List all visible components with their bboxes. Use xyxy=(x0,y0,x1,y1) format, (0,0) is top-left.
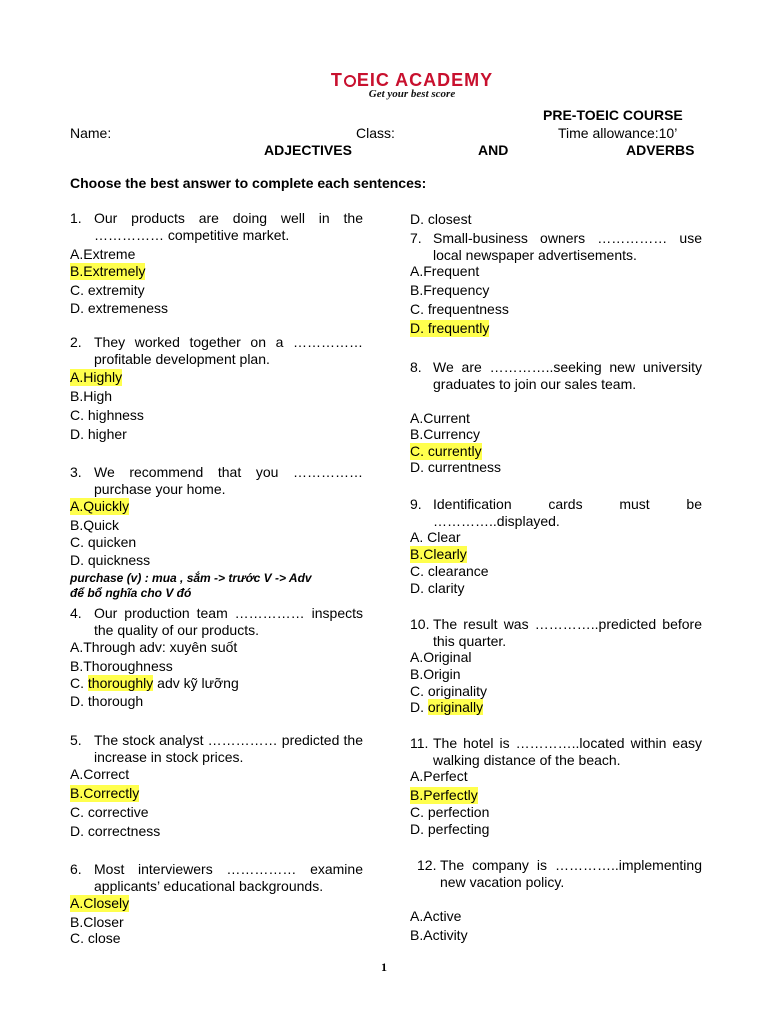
question-text: We are …………..seeking new university graduates to join our sales team. xyxy=(433,359,702,392)
question-10 xyxy=(410,616,702,652)
option: B.Frequency xyxy=(410,282,490,298)
question-number: 8. xyxy=(410,359,422,375)
question-number: 6. xyxy=(70,861,82,877)
option: C. close xyxy=(70,930,121,946)
option: D. clarity xyxy=(410,580,465,596)
title-word: ADJECTIVES xyxy=(264,142,352,158)
question-text: Identification cards must be …………..displayed. xyxy=(433,496,702,529)
option: D. currentness xyxy=(410,459,502,475)
option: A.Extreme xyxy=(70,246,136,262)
option: C. frequentness xyxy=(410,301,509,317)
question-3 xyxy=(70,464,363,500)
grammar-note: purchase (v) : mua , sắm -> trước V -> Adv xyxy=(70,571,312,585)
question-7 xyxy=(410,230,702,266)
option: D. quickness xyxy=(70,552,151,568)
question-2 xyxy=(70,334,363,370)
option: D. higher xyxy=(70,426,127,442)
option-correct: D. frequently xyxy=(410,320,490,336)
option: B.Thoroughness xyxy=(70,658,173,674)
question-9 xyxy=(410,496,702,532)
option-correct: C. currently xyxy=(410,443,482,459)
option-correct: originally xyxy=(427,699,484,715)
option: B.Currency xyxy=(410,426,481,442)
title-word: AND xyxy=(478,142,509,158)
question-number: 12. xyxy=(417,857,437,873)
question-number: 7. xyxy=(410,230,422,246)
question-text: The stock analyst …………… predicted the increase in stock prices. xyxy=(94,732,363,765)
option: C. originality xyxy=(410,683,488,699)
option xyxy=(410,699,483,716)
question-8 xyxy=(410,359,702,411)
logo-tagline: Get your best score xyxy=(368,88,456,100)
option-correct: B.Correctly xyxy=(70,785,140,801)
question-text: Most interviewers …………… examine applicants’ educational backgrounds. xyxy=(94,861,363,894)
option xyxy=(70,675,239,692)
option: D. correctness xyxy=(70,823,161,839)
question-5 xyxy=(70,732,363,768)
option: C. extremity xyxy=(70,282,145,298)
question-text: Our production team …………… inspects the quality of our products. xyxy=(94,605,363,638)
option-correct: thoroughly xyxy=(87,675,154,691)
title-word: ADVERBS xyxy=(626,142,695,158)
question-text: We recommend that you …………… purchase your home. xyxy=(94,464,363,497)
question-text: Our products are doing well in the …………… competitive market. xyxy=(94,210,363,243)
instruction: Choose the best answer to complete each sentences: xyxy=(70,175,427,191)
option: A.Current xyxy=(410,410,470,426)
option: D. thorough xyxy=(70,693,144,709)
option: B.Quick xyxy=(70,517,120,533)
question-number: 2. xyxy=(70,334,82,350)
question-1 xyxy=(70,210,363,246)
option: A.Correct xyxy=(70,766,130,782)
option-correct: B.Clearly xyxy=(410,546,467,562)
course-title: PRE-TOEIC COURSE xyxy=(543,107,683,123)
option: A.Frequent xyxy=(410,263,480,279)
question-number: 5. xyxy=(70,732,82,748)
question-number: 11. xyxy=(410,735,429,751)
option-correct: A.Highly xyxy=(70,369,123,385)
option-letter: D. xyxy=(410,699,428,715)
logo-ring-icon xyxy=(344,75,356,87)
option: C. highness xyxy=(70,407,144,423)
option: C. quicken xyxy=(70,534,137,550)
question-number: 1. xyxy=(70,210,82,226)
option: A.Original xyxy=(410,649,472,665)
question-number: 9. xyxy=(410,496,422,512)
option: B.High xyxy=(70,388,113,404)
option-correct: A.Closely xyxy=(70,895,130,911)
option: C. clearance xyxy=(410,563,489,579)
page-number: 1 xyxy=(381,960,387,974)
question-11 xyxy=(410,735,702,771)
question-number: 4. xyxy=(70,605,82,621)
option: D. closest xyxy=(410,211,472,227)
toeic-academy-logo xyxy=(306,70,518,104)
option: B.Origin xyxy=(410,666,461,682)
option: A.Through adv: xuyên suốt xyxy=(70,639,238,655)
grammar-note: để bổ nghĩa cho V đó xyxy=(70,586,192,600)
question-6 xyxy=(70,861,363,897)
question-4 xyxy=(70,605,363,641)
option-correct: B.Extremely xyxy=(70,263,146,279)
question-number: 3. xyxy=(70,464,82,480)
option-note: adv kỹ lưỡng xyxy=(153,675,239,691)
name-label: Name: xyxy=(70,125,112,141)
option: C. perfection xyxy=(410,804,490,820)
option-letter: C. xyxy=(70,675,88,691)
logo-text-part: EIC ACADEMY xyxy=(356,70,494,90)
logo-text-part: T xyxy=(330,70,343,90)
option: D. perfecting xyxy=(410,821,490,837)
option: B.Activity xyxy=(410,927,468,943)
option: C. corrective xyxy=(70,804,149,820)
question-text: Small-business owners …………… use local newspaper advertisements. xyxy=(433,230,702,263)
time-allowance-label: Time allowance:10’ xyxy=(558,125,678,141)
option: D. extremeness xyxy=(70,300,169,316)
question-text: The hotel is …………..located within easy walking distance of the beach. xyxy=(433,735,702,768)
question-text: The result was …………..predicted before this quarter. xyxy=(433,616,702,649)
option-correct: A.Quickly xyxy=(70,498,130,514)
question-number: 10. xyxy=(410,616,430,632)
class-label: Class: xyxy=(356,125,395,141)
question-text: The company is …………..implementing new vacation policy. xyxy=(440,857,702,890)
option: A.Perfect xyxy=(410,768,468,784)
option: A.Active xyxy=(410,908,462,924)
question-12 xyxy=(417,857,702,909)
option: A. Clear xyxy=(410,529,461,545)
question-text: They worked together on a …………… profitable development plan. xyxy=(94,334,363,367)
option-correct: B.Perfectly xyxy=(410,787,478,803)
option: B.Closer xyxy=(70,914,124,930)
